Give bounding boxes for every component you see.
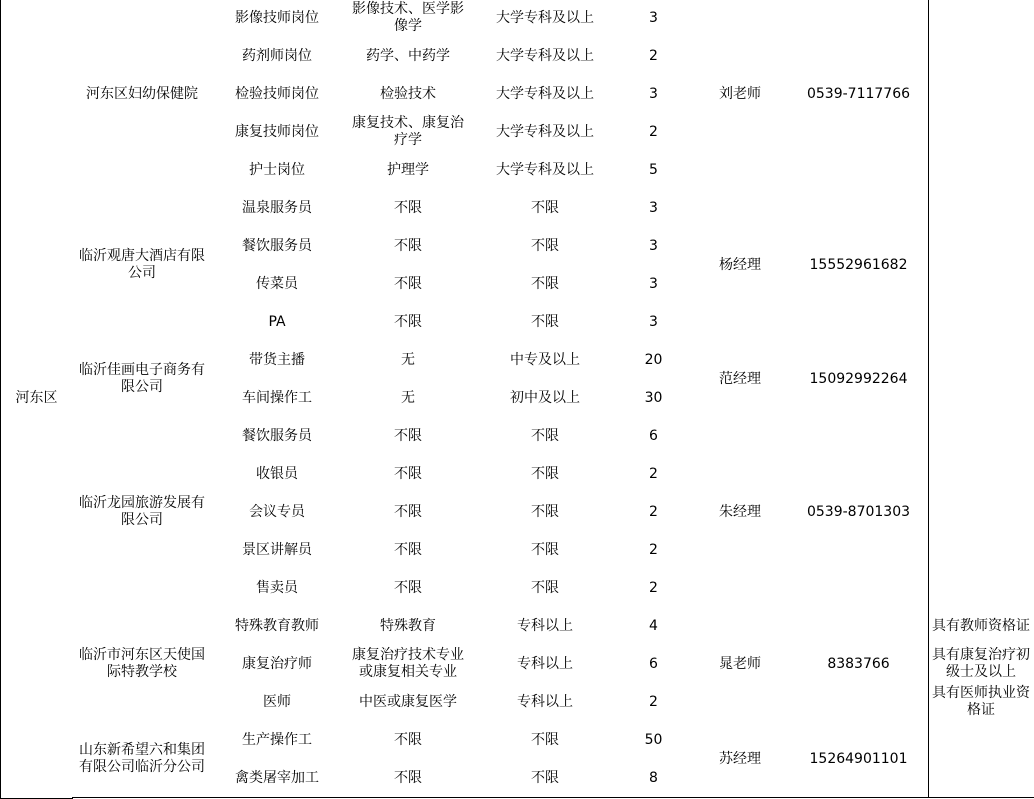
note-cell [928,721,1034,760]
position-cell: 特殊教育教师 [212,607,343,646]
major-cell: 护理学 [342,151,475,190]
major-cell: 不限 [342,569,475,608]
education-cell: 大学专科及以上 [474,113,617,152]
education-cell: 大学专科及以上 [474,0,617,38]
major-cell: 中医或康复医学 [342,683,475,722]
company-name: 临沂佳画电子商务有限公司 [72,341,213,418]
count-cell: 6 [616,645,692,684]
major-cell: 不限 [342,531,475,570]
note-cell [928,227,1034,266]
major-cell: 不限 [342,493,475,532]
note-cell [928,265,1034,304]
position-cell: 康复技师岗位 [212,113,343,152]
position-cell: PA [212,303,343,342]
count-cell: 30 [616,379,692,418]
contact-cell: 苏经理 [691,721,790,798]
count-cell: 2 [616,569,692,608]
education-cell: 不限 [474,531,617,570]
note-cell [928,151,1034,190]
education-cell: 不限 [474,721,617,760]
position-cell: 餐饮服务员 [212,417,343,456]
note-cell [928,417,1034,456]
education-cell: 不限 [474,417,617,456]
major-cell: 不限 [342,303,475,342]
education-cell: 不限 [474,189,617,228]
count-cell: 6 [616,417,692,456]
company-name: 山东新希望六和集团有限公司临沂分公司 [72,721,213,798]
position-cell: 车间操作工 [212,379,343,418]
position-cell: 温泉服务员 [212,189,343,228]
note-cell [928,113,1034,152]
count-cell: 3 [616,265,692,304]
phone-cell: 0539-7117766 [789,0,929,190]
position-cell: 医师 [212,683,343,722]
position-cell: 收银员 [212,455,343,494]
position-cell: 景区讲解员 [212,531,343,570]
position-cell: 会议专员 [212,493,343,532]
contact-cell: 范经理 [691,341,790,418]
count-cell: 4 [616,607,692,646]
education-cell: 不限 [474,759,617,798]
note-cell [928,379,1034,418]
note-cell [928,531,1034,570]
note-cell [928,75,1034,114]
education-cell: 专科以上 [474,645,617,684]
education-cell: 不限 [474,227,617,266]
count-cell: 3 [616,189,692,228]
phone-cell: 15552961682 [789,189,929,342]
count-cell: 5 [616,151,692,190]
note-cell [928,0,1034,38]
phone-cell: 15092992264 [789,341,929,418]
phone-cell: 0539-8701303 [789,417,929,608]
position-cell: 售卖员 [212,569,343,608]
position-cell: 禽类屠宰加工 [212,759,343,798]
count-cell: 2 [616,113,692,152]
count-cell: 2 [616,531,692,570]
company-name: 临沂龙园旅游发展有限公司 [72,417,213,608]
note-cell [928,37,1034,76]
contact-cell: 晁老师 [691,607,790,722]
major-cell: 药学、中药学 [342,37,475,76]
count-cell: 3 [616,303,692,342]
note-cell [928,303,1034,342]
count-cell: 2 [616,683,692,722]
note-cell: 具有医师执业资格证 [928,683,1034,722]
position-cell: 药剂师岗位 [212,37,343,76]
contact-cell: 刘老师 [691,0,790,190]
education-cell: 专科以上 [474,683,617,722]
position-cell: 康复治疗师 [212,645,343,684]
count-cell: 20 [616,341,692,380]
major-cell: 无 [342,341,475,380]
education-cell: 不限 [474,493,617,532]
count-cell: 3 [616,75,692,114]
company-name: 河东区妇幼保健院 [72,0,213,190]
position-cell: 传菜员 [212,265,343,304]
education-cell: 不限 [474,265,617,304]
contact-cell: 朱经理 [691,417,790,608]
major-cell: 不限 [342,721,475,760]
major-cell: 不限 [342,455,475,494]
count-cell: 2 [616,493,692,532]
education-cell: 不限 [474,569,617,608]
contact-cell: 杨经理 [691,189,790,342]
position-cell: 护士岗位 [212,151,343,190]
count-cell: 8 [616,759,692,798]
phone-cell: 15264901101 [789,721,929,798]
major-cell: 检验技术 [342,75,475,114]
count-cell: 3 [616,0,692,38]
position-cell: 生产操作工 [212,721,343,760]
note-cell [928,493,1034,532]
company-name: 临沂市河东区天使国际特教学校 [72,607,213,722]
count-cell: 3 [616,227,692,266]
education-cell: 大学专科及以上 [474,151,617,190]
position-cell: 检验技师岗位 [212,75,343,114]
major-cell: 影像技术、医学影像学 [342,0,475,38]
education-cell: 专科以上 [474,607,617,646]
education-cell: 初中及以上 [474,379,617,418]
major-cell: 不限 [342,759,475,798]
count-cell: 50 [616,721,692,760]
count-cell: 2 [616,37,692,76]
education-cell: 不限 [474,455,617,494]
major-cell: 康复治疗技术专业或康复相关专业 [342,645,475,684]
note-cell [928,455,1034,494]
education-cell: 不限 [474,303,617,342]
major-cell: 不限 [342,227,475,266]
major-cell: 不限 [342,417,475,456]
company-name: 临沂观唐大酒店有限公司 [72,189,213,342]
education-cell: 大学专科及以上 [474,75,617,114]
major-cell: 不限 [342,189,475,228]
position-cell: 带货主播 [212,341,343,380]
major-cell: 不限 [342,265,475,304]
note-cell [928,759,1034,798]
education-cell: 中专及以上 [474,341,617,380]
district-cell: 河东区 [0,0,73,799]
position-cell: 影像技师岗位 [212,0,343,38]
position-cell: 餐饮服务员 [212,227,343,266]
major-cell: 特殊教育 [342,607,475,646]
note-cell [928,341,1034,380]
count-cell: 2 [616,455,692,494]
phone-cell: 8383766 [789,607,929,722]
education-cell: 大学专科及以上 [474,37,617,76]
note-cell [928,569,1034,608]
note-cell: 具有康复治疗初级士及以上 [928,645,1034,684]
note-cell: 具有教师资格证 [928,607,1034,646]
note-cell [928,189,1034,228]
major-cell: 无 [342,379,475,418]
major-cell: 康复技术、康复治疗学 [342,113,475,152]
